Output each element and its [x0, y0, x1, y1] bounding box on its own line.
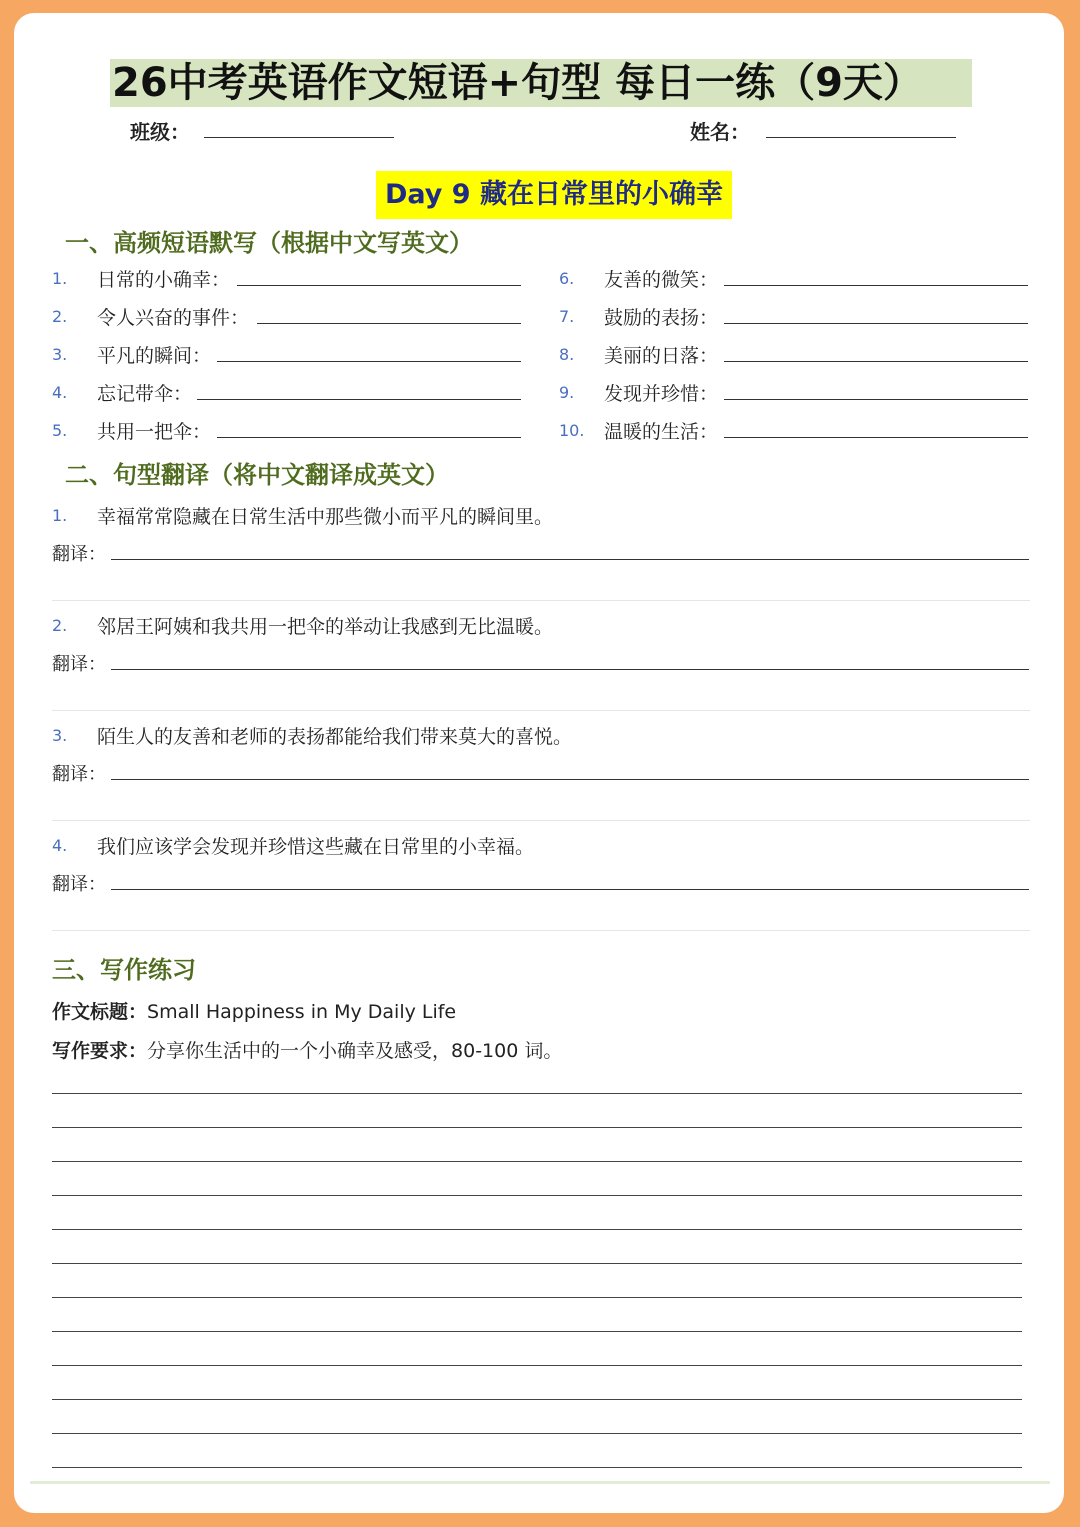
- translation-line[interactable]: [111, 669, 1029, 670]
- item-number: 5.: [52, 421, 68, 440]
- class-label: 班级：: [130, 120, 190, 144]
- item-number: 3.: [52, 726, 68, 745]
- phrase-prompt: 温暖的生活：: [604, 421, 719, 443]
- answer-line[interactable]: [724, 285, 1028, 286]
- phrase-prompt: 友善的微笑：: [604, 269, 719, 291]
- worksheet-title: 26中考英语作文短语+句型 每日一练（9天）: [110, 59, 972, 107]
- answer-line[interactable]: [724, 323, 1028, 324]
- answer-line[interactable]: [724, 361, 1028, 362]
- phrase-prompt: 美丽的日落：: [604, 345, 719, 367]
- essay-topic: [52, 997, 456, 1024]
- section3-title: 三、写作练习: [52, 956, 196, 984]
- item-number: 10.: [559, 421, 585, 440]
- sentence-prompt: 幸福常常隐藏在日常生活中那些微小而平凡的瞬间里。: [97, 506, 554, 528]
- item-number: 1.: [52, 506, 68, 525]
- footer-rule: [30, 1481, 1050, 1484]
- item-number: 2.: [52, 307, 68, 326]
- item-number: 9.: [559, 383, 575, 402]
- sentence-prompt: 陌生人的友善和老师的表扬都能给我们带来莫大的喜悦。: [97, 726, 573, 748]
- writing-line[interactable]: [52, 1195, 1022, 1196]
- answer-line[interactable]: [724, 399, 1028, 400]
- divider: [52, 820, 1030, 821]
- answer-line[interactable]: [217, 437, 521, 438]
- writing-line[interactable]: [52, 1297, 1022, 1298]
- item-number: 4.: [52, 383, 68, 402]
- phrase-prompt: 忘记带伞：: [97, 383, 193, 405]
- writing-line[interactable]: [52, 1399, 1022, 1400]
- writing-line[interactable]: [52, 1433, 1022, 1434]
- phrase-prompt: 发现并珍惜：: [604, 383, 719, 405]
- writing-line[interactable]: [52, 1331, 1022, 1332]
- writing-line[interactable]: [52, 1365, 1022, 1366]
- answer-line[interactable]: [257, 323, 521, 324]
- writing-line[interactable]: [52, 1093, 1022, 1094]
- topic-value: Small Happiness in My Daily Life: [147, 1001, 457, 1023]
- item-number: 8.: [559, 345, 575, 364]
- divider: [52, 710, 1030, 711]
- sentence-prompt: 我们应该学会发现并珍惜这些藏在日常里的小幸福。: [97, 836, 535, 858]
- writing-line[interactable]: [52, 1467, 1022, 1468]
- item-number: 2.: [52, 616, 68, 635]
- phrase-prompt: 共用一把伞：: [97, 421, 212, 443]
- writing-line[interactable]: [52, 1263, 1022, 1264]
- translate-label: 翻译：: [52, 544, 106, 565]
- item-number: 4.: [52, 836, 68, 855]
- answer-line[interactable]: [724, 437, 1028, 438]
- item-number: 7.: [559, 307, 575, 326]
- translation-line[interactable]: [111, 779, 1029, 780]
- translate-label: 翻译：: [52, 764, 106, 785]
- essay-requirement: [52, 1036, 562, 1063]
- section2-title: 二、句型翻译（将中文翻译成英文）: [65, 461, 449, 489]
- item-number: 1.: [52, 269, 68, 288]
- phrase-prompt: 令人兴奋的事件：: [97, 307, 250, 329]
- worksheet-page: [14, 13, 1064, 1513]
- answer-line[interactable]: [197, 399, 521, 400]
- writing-line[interactable]: [52, 1161, 1022, 1162]
- requirement-value: 分享你生活中的一个小确幸及感受，80-100 词。: [147, 1040, 563, 1062]
- section1-title: 一、高频短语默写（根据中文写英文）: [65, 229, 473, 257]
- phrase-prompt: 日常的小确幸：: [97, 269, 231, 291]
- topic-label: 作文标题：: [52, 1001, 148, 1023]
- phrase-prompt: 平凡的瞬间：: [97, 345, 212, 367]
- item-number: 6.: [559, 269, 575, 288]
- writing-line[interactable]: [52, 1229, 1022, 1230]
- name-label: 姓名：: [690, 120, 750, 144]
- answer-line[interactable]: [217, 361, 521, 362]
- phrase-prompt: 鼓励的表扬：: [604, 307, 719, 329]
- requirement-label: 写作要求：: [52, 1040, 148, 1062]
- translation-line[interactable]: [111, 889, 1029, 890]
- sentence-prompt: 邻居王阿姨和我共用一把伞的举动让我感到无比温暖。: [97, 616, 554, 638]
- translate-label: 翻译：: [52, 874, 106, 895]
- item-number: 3.: [52, 345, 68, 364]
- translation-line[interactable]: [111, 559, 1029, 560]
- translate-label: 翻译：: [52, 654, 106, 675]
- divider: [52, 600, 1030, 601]
- class-input-line[interactable]: [204, 137, 394, 138]
- name-input-line[interactable]: [766, 137, 956, 138]
- answer-line[interactable]: [237, 285, 521, 286]
- divider: [52, 930, 1030, 931]
- writing-line[interactable]: [52, 1127, 1022, 1128]
- day-title: Day 9 藏在日常里的小确幸: [376, 171, 732, 219]
